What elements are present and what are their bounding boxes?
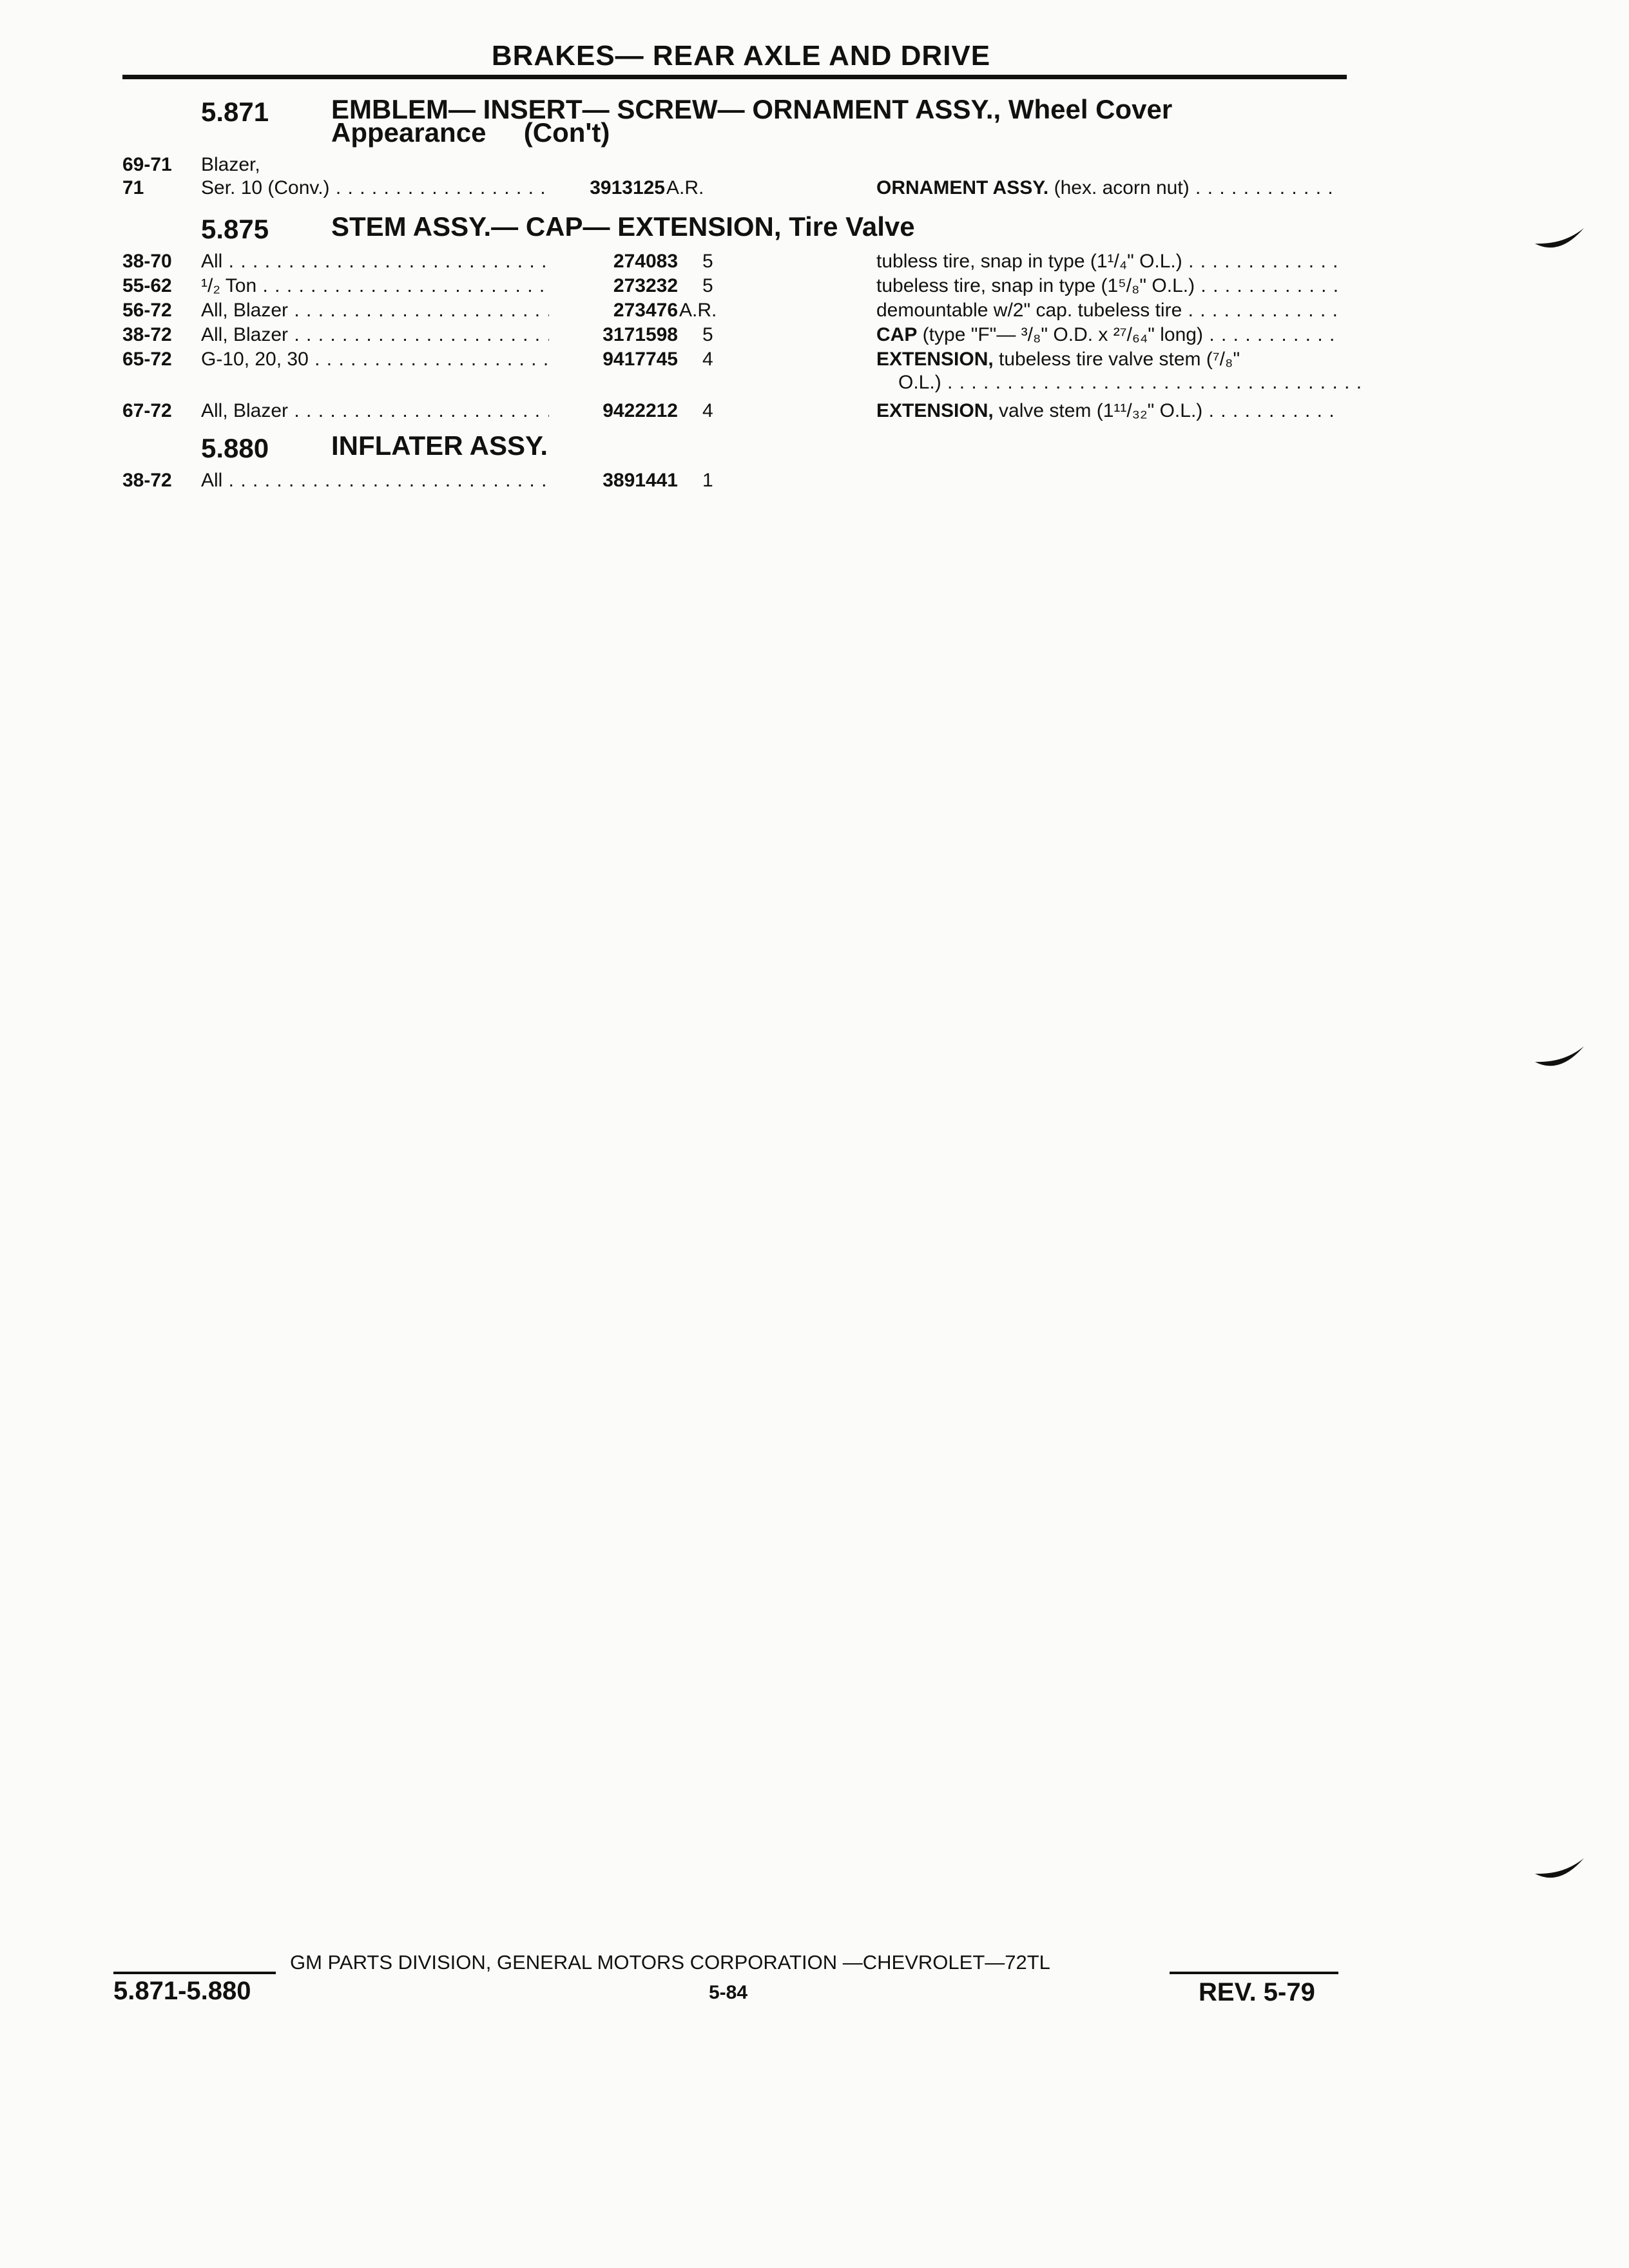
description-continued: O.L.) . . . — [898, 372, 1362, 393]
description — [876, 251, 1340, 272]
year-range: 69-71 — [122, 154, 172, 175]
year-range: 38-72 — [122, 470, 172, 491]
model-cell: ¹/₂ Ton . . . — [201, 276, 549, 296]
model-cell: All, Blazer . . . — [201, 401, 549, 421]
description — [876, 300, 1340, 321]
part-number: 273476 — [613, 300, 678, 321]
section-number: 5.880 — [201, 433, 269, 463]
footer-revision: REV. 5-79 — [1199, 1978, 1315, 2006]
footer-page-number: 5-84 — [709, 1982, 748, 2003]
binder-hole-mark — [1534, 226, 1585, 258]
footer-rule — [1170, 1972, 1338, 1974]
section-number: 5.871 — [201, 97, 269, 127]
header-rule — [122, 75, 1347, 79]
model-cell: All . . . — [201, 251, 549, 272]
part-number: 3913125 — [590, 177, 665, 198]
description-text: (type "F"— ³/₈" O.D. x ²⁷/₆₄" long) — [917, 325, 1203, 345]
section-title: INFLATER ASSY. — [331, 430, 548, 461]
footer-rule — [113, 1972, 276, 1974]
quantity: A.R. — [666, 177, 704, 198]
description-keyword: EXTENSION, — [876, 349, 994, 370]
part-number: 9417745 — [602, 349, 678, 370]
description — [876, 349, 1340, 370]
year-range: 38-72 — [122, 324, 172, 345]
description — [876, 178, 1340, 198]
model-cell: All, Blazer . . . — [201, 300, 549, 321]
quantity: 4 — [702, 400, 713, 421]
binder-hole-mark — [1534, 1044, 1585, 1076]
description-keyword: EXTENSION, — [876, 401, 994, 421]
part-number: 9422212 — [602, 400, 678, 421]
year-range: 65-72 — [122, 349, 172, 370]
quantity: 5 — [702, 324, 713, 345]
description-text: tubeless tire, snap in type (1⁵/₈" O.L.) — [876, 276, 1195, 296]
section-title: EMBLEM— INSERT— SCREW— ORNAMENT ASSY., Wheel Cover — [331, 94, 1173, 124]
model-cell: G-10, 20, 30 . . . — [201, 349, 549, 370]
section-title: STEM ASSY.— CAP— EXTENSION, Tire Valve — [331, 211, 915, 242]
year-range: 55-62 — [122, 275, 172, 296]
model-cell: All . . . — [201, 470, 549, 491]
quantity: A.R. — [679, 300, 717, 321]
description-text: tubeless tire valve stem (⁷/₈" — [993, 349, 1240, 370]
description — [876, 325, 1340, 345]
part-number: 3171598 — [602, 324, 678, 345]
quantity: 5 — [702, 251, 713, 272]
quantity: 1 — [702, 470, 713, 491]
year-range: 67-72 — [122, 400, 172, 421]
part-number: 274083 — [613, 251, 678, 272]
part-number: 273232 — [613, 275, 678, 296]
model-cell: Ser. 10 (Conv.) . . . — [201, 178, 549, 198]
part-number: 3891441 — [602, 470, 678, 491]
description — [876, 276, 1340, 296]
description — [876, 401, 1340, 421]
section-number: 5.875 — [201, 214, 269, 244]
quantity: 4 — [702, 349, 713, 370]
year-range: 56-72 — [122, 300, 172, 321]
year-range: 38-70 — [122, 251, 172, 272]
description-keyword: CAP — [876, 325, 918, 345]
section-title-continued: Appearance (Con't) — [331, 117, 610, 148]
binder-hole-mark — [1534, 1856, 1585, 1888]
model-cell: All, Blazer . . . — [201, 325, 549, 345]
description-text: valve stem (1¹¹/₃₂" O.L.) — [993, 401, 1203, 421]
description-text: demountable w/2" cap. tubeless tire — [876, 300, 1182, 321]
footer-corporation: GM PARTS DIVISION, GENERAL MOTORS CORPORATION —CHEVROLET—72TL — [290, 1951, 1050, 1974]
description-text: (hex. acorn nut) — [1048, 178, 1190, 198]
description-text: tubless tire, snap in type (1¹/₄" O.L.) — [876, 251, 1182, 272]
footer-section-range: 5.871-5.880 — [113, 1977, 251, 2005]
year-range: 71 — [122, 177, 144, 198]
page-header: BRAKES— REAR AXLE AND DRIVE — [491, 40, 991, 72]
description-keyword: ORNAMENT ASSY. — [876, 178, 1049, 198]
model-cell: Blazer, — [201, 155, 260, 175]
quantity: 5 — [702, 275, 713, 296]
